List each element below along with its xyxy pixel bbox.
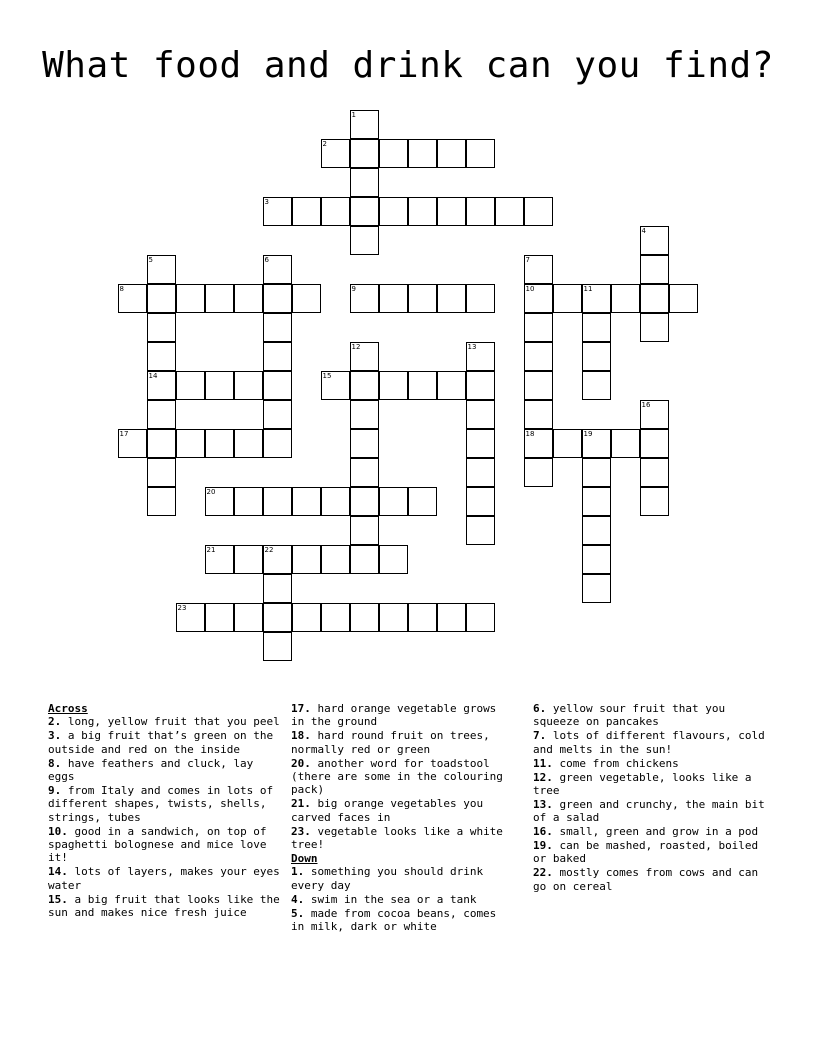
clue-text: big orange vegetables you carved faces in	[291, 797, 484, 824]
grid-cell[interactable]	[234, 545, 263, 574]
grid-cell[interactable]	[582, 458, 611, 487]
clue-column-1	[48, 702, 280, 920]
grid-cell[interactable]	[350, 284, 379, 313]
grid-cell[interactable]	[640, 400, 669, 429]
grid-cell[interactable]	[321, 197, 350, 226]
grid-cell[interactable]	[582, 284, 611, 313]
cell-number: 7	[525, 255, 530, 264]
clue-number: 23.	[291, 824, 311, 838]
grid-cell[interactable]	[524, 458, 553, 487]
clue	[533, 825, 769, 838]
cell-number: 1	[351, 110, 356, 119]
clue-text: vegetable looks like a white tree!	[291, 824, 503, 852]
grid-cell[interactable]	[350, 139, 379, 168]
grid-cell[interactable]	[582, 429, 611, 458]
grid-cell[interactable]	[350, 429, 379, 458]
grid-cell[interactable]	[350, 110, 379, 139]
clue-number: 18.	[291, 729, 311, 743]
clue	[533, 757, 769, 770]
grid-cell[interactable]	[466, 139, 495, 168]
grid-cell[interactable]	[263, 255, 292, 284]
grid-cell[interactable]	[350, 458, 379, 487]
clue-number: 16.	[533, 825, 553, 839]
clue-text: a big fruit that looks like the sun and makes nice fresh juice	[48, 892, 280, 920]
clue	[533, 729, 769, 756]
cell-number: 15	[322, 371, 332, 380]
clue	[48, 893, 280, 920]
grid-cell[interactable]	[205, 429, 234, 458]
grid-cell[interactable]	[524, 197, 553, 226]
grid-cell[interactable]	[118, 284, 147, 313]
cell-number: 4	[641, 226, 646, 235]
grid-cell[interactable]	[466, 487, 495, 516]
clue	[291, 702, 513, 729]
clue-number: 14.	[48, 865, 68, 879]
clue	[291, 757, 513, 797]
clue	[291, 825, 513, 852]
grid-cell[interactable]	[524, 342, 553, 371]
grid-cell[interactable]	[408, 603, 437, 632]
grid-cell[interactable]	[466, 458, 495, 487]
grid-cell[interactable]	[350, 226, 379, 255]
clue	[533, 866, 769, 893]
cell-number: 12	[351, 342, 361, 351]
grid-cell[interactable]	[350, 168, 379, 197]
clue-number: 7.	[533, 729, 547, 743]
grid-cell[interactable]	[205, 284, 234, 313]
grid-cell[interactable]	[263, 197, 292, 226]
grid-cell[interactable]	[408, 197, 437, 226]
clue-text: hard orange vegetable grows in the ground	[291, 702, 497, 729]
grid-cell[interactable]	[640, 313, 669, 342]
clue	[48, 784, 280, 824]
grid-cell[interactable]	[147, 342, 176, 371]
cell-number: 20	[206, 487, 216, 496]
cell-number: 6	[264, 255, 269, 264]
grid-cell[interactable]	[408, 371, 437, 400]
clue-number: 2.	[48, 715, 62, 729]
grid-cell[interactable]	[582, 371, 611, 400]
grid-cell[interactable]	[524, 400, 553, 429]
grid-cell[interactable]	[118, 429, 147, 458]
clue-text: another word for toadstool (there are some in the colouring pack)	[291, 756, 503, 797]
clue-number: 5.	[291, 906, 305, 920]
grid-cell[interactable]	[466, 400, 495, 429]
clue	[533, 798, 769, 825]
grid-cell[interactable]	[524, 313, 553, 342]
grid-cell[interactable]	[466, 197, 495, 226]
grid-cell[interactable]	[292, 197, 321, 226]
clue-text: hard round fruit on trees, normally red or green	[291, 729, 490, 756]
grid-cell[interactable]	[582, 545, 611, 574]
grid-cell[interactable]	[176, 429, 205, 458]
cell-number: 21	[206, 545, 216, 554]
grid-cell[interactable]	[466, 371, 495, 400]
grid-cell[interactable]	[147, 400, 176, 429]
grid-cell[interactable]	[350, 197, 379, 226]
clue-number: 9.	[48, 783, 62, 797]
clue-number: 3.	[48, 729, 62, 743]
clue-heading-down: Down	[291, 851, 318, 865]
grid-cell[interactable]	[379, 487, 408, 516]
grid-cell[interactable]	[466, 516, 495, 545]
clue-text: lots of different flavours, cold and melts in the sun!	[533, 729, 765, 756]
clue-number: 8.	[48, 756, 62, 770]
grid-cell[interactable]	[321, 371, 350, 400]
clue-text: green and crunchy, the main bit of a salad	[533, 797, 765, 825]
cell-number: 19	[583, 429, 593, 438]
clue-text: green vegetable, looks like a tree	[533, 770, 752, 797]
clue-text: can be mashed, roasted, boiled or baked	[533, 839, 759, 866]
grid-cell[interactable]	[234, 371, 263, 400]
grid-cell[interactable]	[147, 487, 176, 516]
grid-cell[interactable]	[408, 284, 437, 313]
grid-cell[interactable]	[321, 603, 350, 632]
clue-text: from Italy and comes in lots of different shapes, twists, shells, strings, tubes	[48, 783, 274, 824]
clue	[291, 893, 513, 906]
grid-cell[interactable]	[582, 574, 611, 603]
grid-cell[interactable]	[263, 284, 292, 313]
grid-cell[interactable]	[147, 371, 176, 400]
grid-cell[interactable]	[234, 284, 263, 313]
grid-cell[interactable]	[466, 429, 495, 458]
grid-cell[interactable]	[379, 545, 408, 574]
clue	[533, 771, 769, 798]
cell-number: 9	[351, 284, 356, 293]
clue	[533, 702, 769, 729]
cell-number: 8	[119, 284, 124, 293]
grid-cell[interactable]	[263, 487, 292, 516]
grid-cell[interactable]	[205, 603, 234, 632]
clue-number: 22.	[533, 866, 553, 880]
clue-number: 15.	[48, 892, 68, 906]
grid-cell[interactable]	[205, 371, 234, 400]
grid-cell[interactable]	[234, 603, 263, 632]
grid-cell[interactable]	[205, 545, 234, 574]
grid-cell[interactable]	[321, 139, 350, 168]
cell-number: 17	[119, 429, 129, 438]
grid-cell[interactable]	[263, 632, 292, 661]
grid-cell[interactable]	[379, 284, 408, 313]
cell-number: 23	[177, 603, 187, 612]
grid-cell[interactable]	[263, 371, 292, 400]
grid-cell[interactable]	[292, 487, 321, 516]
clue	[48, 865, 280, 892]
clue-text: something you should drink every day	[291, 865, 484, 892]
clue-text: swim in the sea or a tank	[310, 892, 477, 906]
grid-cell[interactable]	[437, 371, 466, 400]
grid-cell[interactable]	[437, 603, 466, 632]
clue-text: lots of layers, makes your eyes water	[48, 865, 280, 892]
cell-number: 10	[525, 284, 535, 293]
clue-column-2	[291, 702, 513, 934]
grid-cell[interactable]	[292, 284, 321, 313]
grid-cell[interactable]	[205, 487, 234, 516]
grid-cell[interactable]	[263, 603, 292, 632]
grid-cell[interactable]	[350, 371, 379, 400]
grid-cell[interactable]	[640, 226, 669, 255]
clue-number: 1.	[291, 865, 305, 879]
grid-cell[interactable]	[495, 197, 524, 226]
grid-cell[interactable]	[466, 342, 495, 371]
clue	[48, 825, 280, 865]
grid-cell[interactable]	[524, 429, 553, 458]
page-title: What food and drink can you find?	[42, 45, 774, 86]
grid-cell[interactable]	[263, 545, 292, 574]
clue-text: mostly comes from cows and can go on cereal	[533, 866, 759, 893]
grid-cell[interactable]	[408, 139, 437, 168]
clue	[291, 865, 513, 892]
cell-number: 22	[264, 545, 274, 554]
grid-cell[interactable]	[350, 545, 379, 574]
grid-cell[interactable]	[350, 342, 379, 371]
grid-cell[interactable]	[263, 313, 292, 342]
cell-number: 5	[148, 255, 153, 264]
grid-cell[interactable]	[147, 429, 176, 458]
grid-cell[interactable]	[582, 313, 611, 342]
grid-cell[interactable]	[234, 429, 263, 458]
clue-number: 4.	[291, 892, 305, 906]
clue-number: 13.	[533, 797, 553, 811]
grid-cell[interactable]	[350, 487, 379, 516]
grid-cell[interactable]	[176, 371, 205, 400]
grid-cell[interactable]	[437, 139, 466, 168]
grid-cell[interactable]	[234, 487, 263, 516]
cell-number: 2	[322, 139, 327, 148]
grid-cell[interactable]	[292, 603, 321, 632]
grid-cell[interactable]	[263, 429, 292, 458]
grid-cell[interactable]	[437, 197, 466, 226]
clue-text: a big fruit that’s green on the outside and red on the inside	[48, 729, 274, 756]
grid-cell[interactable]	[640, 487, 669, 516]
clue-number: 20.	[291, 756, 311, 770]
grid-cell[interactable]	[582, 487, 611, 516]
cell-number: 16	[641, 400, 651, 409]
clue-number: 17.	[291, 702, 311, 715]
grid-cell[interactable]	[379, 371, 408, 400]
clue	[533, 839, 769, 866]
clue	[48, 729, 280, 756]
cell-number: 13	[467, 342, 477, 351]
clue-number: 12.	[533, 770, 553, 784]
grid-cell[interactable]	[553, 284, 582, 313]
grid-cell[interactable]	[379, 197, 408, 226]
cell-number: 3	[264, 197, 269, 206]
grid-cell[interactable]	[582, 342, 611, 371]
clue-number: 11.	[533, 756, 553, 770]
grid-cell[interactable]	[466, 603, 495, 632]
clue-text: long, yellow fruit that you peel	[67, 715, 280, 729]
grid-cell[interactable]	[379, 603, 408, 632]
clue-text: come from chickens	[559, 756, 679, 770]
grid-cell[interactable]	[292, 545, 321, 574]
clue	[291, 729, 513, 756]
grid-cell[interactable]	[147, 255, 176, 284]
grid-cell[interactable]	[582, 516, 611, 545]
clue	[291, 907, 513, 934]
grid-cell[interactable]	[321, 487, 350, 516]
clue	[291, 797, 513, 824]
grid-cell[interactable]	[263, 342, 292, 371]
grid-cell[interactable]	[524, 284, 553, 313]
clue-column-3	[533, 702, 769, 894]
grid-cell[interactable]	[147, 284, 176, 313]
grid-cell[interactable]	[640, 458, 669, 487]
clue-text: yellow sour fruit that you squeeze on pancakes	[533, 702, 726, 729]
grid-cell[interactable]	[263, 400, 292, 429]
grid-cell[interactable]	[553, 429, 582, 458]
grid-cell[interactable]	[147, 313, 176, 342]
clue	[48, 757, 280, 784]
clue-text: small, green and grow in a pod	[559, 825, 759, 839]
grid-cell[interactable]	[669, 284, 698, 313]
grid-cell[interactable]	[350, 516, 379, 545]
grid-cell[interactable]	[263, 574, 292, 603]
clue-text: made from cocoa beans, comes in milk, dark or white	[291, 906, 497, 933]
clue-number: 21.	[291, 797, 311, 811]
clue-text: have feathers and cluck, lay eggs	[48, 756, 254, 784]
cell-number: 14	[148, 371, 158, 380]
clue-text: good in a sandwich, on top of spaghetti bolognese and mice love it!	[48, 824, 267, 865]
grid-cell[interactable]	[350, 400, 379, 429]
grid-cell[interactable]	[176, 284, 205, 313]
grid-cell[interactable]	[437, 284, 466, 313]
grid-cell[interactable]	[640, 284, 669, 313]
grid-cell[interactable]	[640, 429, 669, 458]
clue	[48, 715, 280, 728]
grid-cell[interactable]	[176, 603, 205, 632]
cell-number: 18	[525, 429, 535, 438]
clue-number: 10.	[48, 824, 68, 838]
grid-cell[interactable]	[408, 487, 437, 516]
grid-cell[interactable]	[147, 458, 176, 487]
grid-cell[interactable]	[611, 284, 640, 313]
grid-cell[interactable]	[350, 603, 379, 632]
clue-heading-across: Across	[48, 702, 88, 715]
clue-number: 19.	[533, 839, 553, 853]
cell-number: 11	[583, 284, 593, 293]
grid-cell[interactable]	[321, 545, 350, 574]
clue-number: 6.	[533, 702, 547, 715]
grid-cell[interactable]	[466, 284, 495, 313]
grid-cell[interactable]	[379, 139, 408, 168]
grid-cell[interactable]	[524, 255, 553, 284]
grid-cell[interactable]	[611, 429, 640, 458]
grid-cell[interactable]	[640, 255, 669, 284]
grid-cell[interactable]	[524, 371, 553, 400]
